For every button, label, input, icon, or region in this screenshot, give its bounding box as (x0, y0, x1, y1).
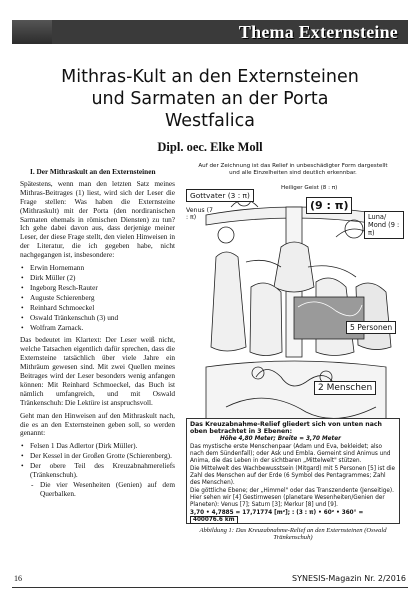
title-line-3: Westfalica (165, 111, 255, 131)
paragraph-1: Spätestens, wenn man den letzten Satz meines Mithras-Beitrages (1) liest, wird sich der Leser die Frage stellen: Was haben die Externsteine (Mithraskult) mit der Porta (den nordiranischen Sarmaten ehemals in römischen Diensten) zu tun? Ich gehe dabei davon aus, dass derjenige meiner Leser, der diese Frage stellt, den vielen Hinweisen in der Literatur, die ich gegeben habe, nicht nachgegangen ist, insbesondere: (20, 178, 175, 260)
footer-rule (12, 587, 408, 588)
info-line-1: Das mystische erste Menschenpaar (Adam und Eva, bekleidet; also nach dem Sündenfall); oder Ask und Embla. Gemeint sind Animus und Anima, die das Leben in der sichtbaren „Mittelwelt" stützen. (190, 444, 391, 464)
list-item: • Dirk Müller (2) (20, 274, 175, 283)
list-item: • Erwin Hornemann (20, 264, 175, 273)
figure-note (186, 163, 400, 176)
info-heading: Das Kreuzabnahme-Relief gliedert sich von unten nach oben betrachtet in 3 Ebenen: (190, 421, 382, 435)
section-heading: I. Der Mithraskult an den Externsteinen (30, 167, 156, 176)
label-five-persons: 5 Personen (346, 321, 396, 334)
hint-list (20, 442, 175, 498)
figure-note-line-1: Auf der Zeichnung ist das Relief in unbeschädigter Form dargestellt (198, 163, 388, 169)
label-luna: Luna/ Mond (9 : π) (364, 211, 404, 239)
article-title (26, 66, 394, 132)
list-item: • Der Kessel in der Großen Grotte (Schierenberg). (20, 452, 175, 461)
list-item: • Felsen 1 Das Adlertor (Dirk Müller). (20, 442, 175, 451)
list-item: • Reinhard Schmoeckel (20, 304, 175, 313)
paragraph-2: Das bedeutet im Klartext: Der Leser weiß nicht, welche Tatsachen eigentlich dafür sprechen, dass die Externsteine tatsächlich über viele Jahre ein Mithräum gewesen sind. Mit zwei Quellen meines Beitrages wird der Leser besonders wenig anfangen können: Mit Reinhard Schmoeckel, das Buch ist nämlich umfangreich, und mit Oswald Tränkenschuh: Die Lektüre ist anspruchsvoll. (20, 335, 175, 407)
label-venus: Venus (7 : π) (186, 207, 213, 221)
label-gottvater: Gottvater (3 : π) (186, 189, 254, 202)
title-line-1: Mithras-Kult an den Externsteinen (61, 67, 359, 87)
info-formula (190, 510, 396, 524)
list-item: • Der obere Teil des Kreuzabnahmereliefs (Tränkenschuh). (20, 462, 175, 480)
list-item: • Wolfram Zarnack. (20, 324, 175, 333)
label-pi-box: (9 : π) (306, 197, 352, 214)
list-item: • Ingeborg Resch-Rauter (20, 284, 175, 293)
list-sub-item: - Die vier Wesenheiten (Genien) auf dem Querbalken. (20, 481, 175, 499)
info-line-3: Die göttliche Ebene; der „Himmel" oder das Transzendente (Jenseitige). Hier sehen wir [4] Gestirnwesen (planetare Wesenheiten/Genien der Planeten): Venus [7]; Saturn [3]; Merkur [8] und [9]. (190, 488, 394, 508)
formula-result: 400076.6 km (190, 516, 238, 524)
paragraph-3: Geht man den Hinweisen auf den Mithraskult nach, die es an den Externsteinen geben soll, so werden genannt: (20, 410, 175, 438)
info-box (186, 418, 400, 524)
header-strip (12, 20, 52, 44)
label-heiliger-geist: Heiliger Geist (8 : π) (281, 185, 338, 191)
header-title: Thema Externsteine (238, 22, 398, 42)
formula-text: 3,70 • 4,7885 = 17,71774 [m²]; : (3 : π) • 60² • 360° = (190, 510, 364, 516)
list-item: • Auguste Schierenberg (20, 294, 175, 303)
author: Dipl. oec. Elke Moll (157, 140, 263, 154)
info-dimensions: Höhe 4,80 Meter; Breite = 3,70 Meter (220, 436, 341, 442)
info-line-2: Die Mittelwelt des Wachbewusstsein (Mitgard) mit 5 Personen [5] ist die Zahl des Menschen auf der Erde (6 Symbol des Pentagrammes; Zahl des Menschen). (190, 466, 396, 486)
list-item: • Oswald Tränkenschuh (3) und (20, 314, 175, 323)
text-column (20, 168, 175, 503)
label-two-humans: 2 Menschen (314, 381, 376, 395)
magazine-issue: SYNESIS-Magazin Nr. 2/2016 (292, 574, 406, 583)
author-list (20, 264, 175, 332)
figure-caption: Abbildung 1: Das Kreuzabnahme-Relief an den Externsteinen (Oswald Tränkenschuh) (199, 527, 387, 541)
title-line-2: und Sarmaten an der Porta (91, 89, 329, 109)
page-number: 16 (14, 574, 22, 583)
figure-note-line-2: und alle Einzelheiten sind deutlich erkennbar. (229, 169, 357, 176)
